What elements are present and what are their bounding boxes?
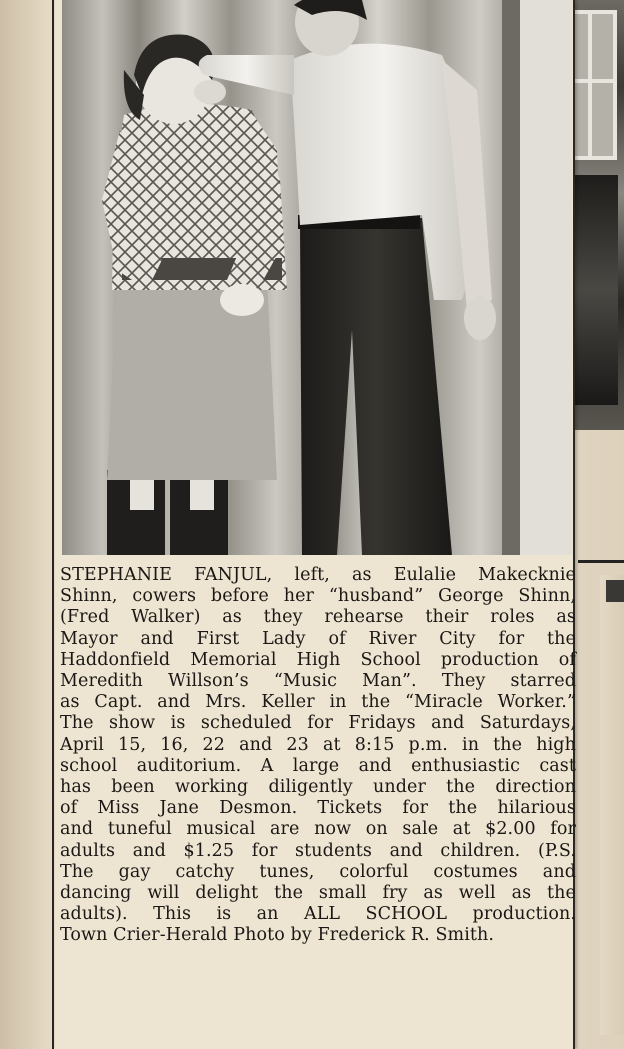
caption-line: as Capt. and Mrs. Keller in the “Miracle Worker.” bbox=[60, 692, 576, 713]
photo-illustration bbox=[62, 0, 572, 555]
caption-line: April 15, 16, 22 and 23 at 8:15 p.m. in the high bbox=[60, 734, 576, 755]
caption-line: Mayor and First Lady of River City for the bbox=[60, 628, 576, 649]
caption-line: dancing will delight the small fry as well as the bbox=[60, 883, 576, 904]
news-photograph bbox=[62, 0, 572, 555]
photo-caption bbox=[60, 565, 576, 947]
caption-line: Shinn, cowers before her “husband” George Shinn, bbox=[60, 586, 576, 607]
caption-line: adults and $1.25 for students and children. (P.S. bbox=[60, 840, 576, 861]
caption-line: The show is scheduled for Fridays and Saturdays, bbox=[60, 713, 576, 734]
caption-line: The gay catchy tunes, colorful costumes and bbox=[60, 861, 576, 882]
photo-credit: Town Crier-Herald Photo by Frederick R. Smith. bbox=[60, 925, 495, 946]
adjacent-clipping-mark bbox=[606, 580, 624, 602]
adjacent-clipping-strip bbox=[600, 575, 624, 1035]
caption-line: (Fred Walker) as they rehearse their roles as bbox=[60, 607, 576, 628]
caption-line: adults). This is an ALL SCHOOL production. bbox=[60, 904, 576, 925]
caption-line: has been working diligently under the direction bbox=[60, 777, 576, 798]
caption-line: STEPHANIE FANJUL, left, as Eulalie Makecknie bbox=[60, 565, 576, 585]
caption-line: school auditorium. A large and enthusiastic cast bbox=[60, 755, 576, 776]
caption-line: of Miss Jane Desmon. Tickets for the hilarious bbox=[60, 798, 576, 819]
caption-line: Meredith Willson’s “Music Man”. They starred bbox=[60, 671, 576, 692]
caption-line: and tuneful musical are now on sale at $2.00 for bbox=[60, 819, 576, 840]
caption-line: Haddonfield Memorial High School production of bbox=[60, 649, 576, 670]
adjacent-clipping-rule bbox=[578, 560, 624, 563]
